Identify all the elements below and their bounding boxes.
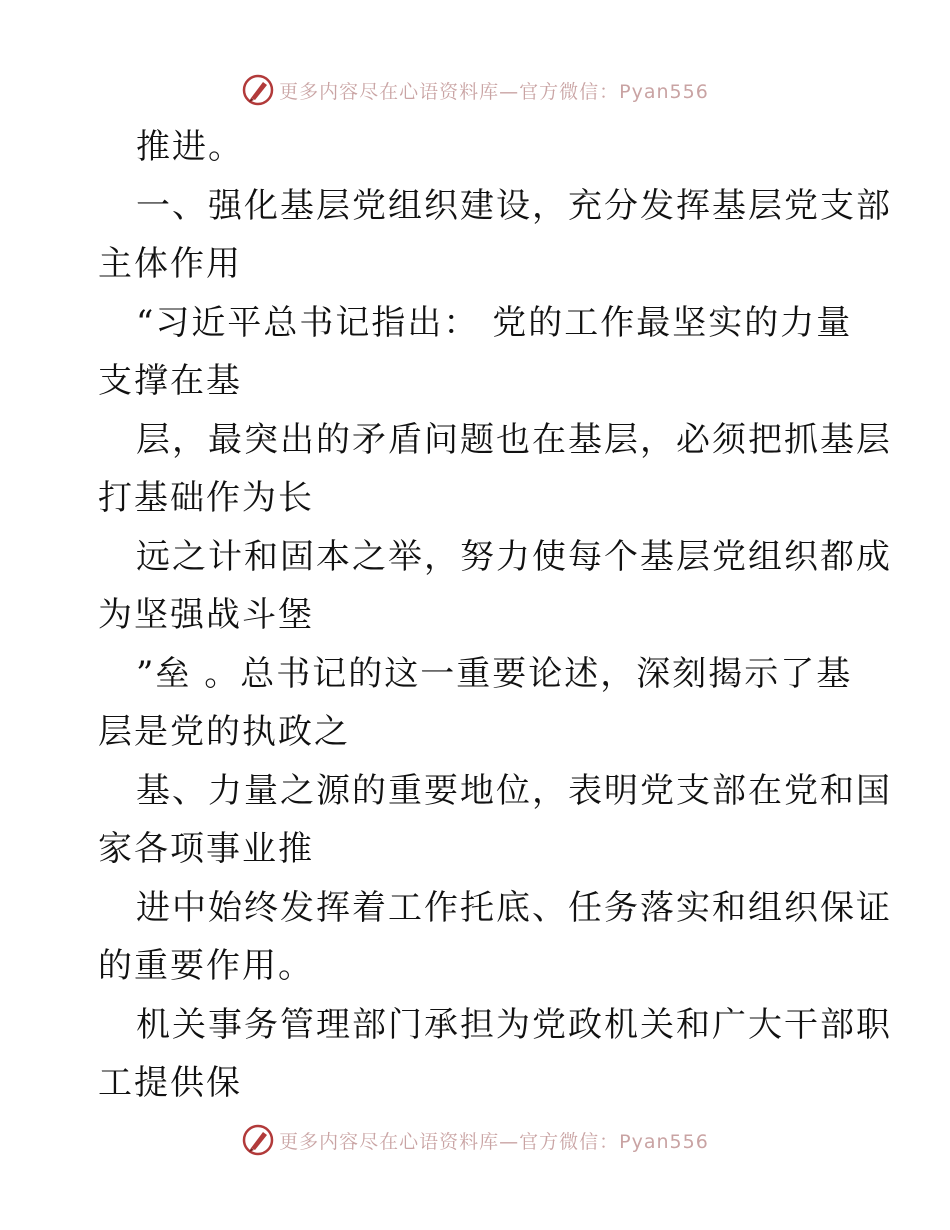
text-line: 打基础作为长	[98, 478, 314, 518]
text-line: 为坚强战斗堡	[98, 595, 314, 635]
text-line: 家各项事业推	[98, 829, 314, 869]
banner-text: 更多内容尽在心语资料库—官方微信：Pyan556	[279, 1130, 709, 1153]
pen-nib-icon	[241, 73, 275, 107]
text-line: 主体作用	[98, 244, 242, 284]
header-banner	[0, 70, 950, 110]
text-line: ”垒 。总书记的这一重要论述，深刻揭示了基	[136, 653, 853, 694]
text-line: 远之计和固本之举，努力使每个基层党组织都成	[136, 536, 892, 577]
text-line: 支撑在基	[98, 361, 242, 401]
text-line: “习近平总书记指出： 党的工作最坚实的力量	[136, 302, 853, 343]
text-line: 层，最突出的矛盾问题也在基层，必须把抓基层	[136, 419, 892, 460]
text-line: 基、力量之源的重要地位，表明党支部在党和国	[136, 770, 892, 811]
banner-text: 更多内容尽在心语资料库—官方微信：Pyan556	[279, 80, 709, 103]
text-line: 进中始终发挥着工作托底、任务落实和组织保证	[136, 887, 892, 928]
text-line: 的重要作用。	[98, 946, 314, 986]
text-line: 工提供保	[98, 1063, 242, 1103]
document-body	[98, 118, 892, 1113]
text-line: 推进。	[136, 127, 244, 167]
text-line: 一、强化基层党组织建设，充分发挥基层党支部	[136, 185, 892, 226]
footer-banner	[0, 1120, 950, 1160]
text-line: 机关事务管理部门承担为党政机关和广大干部职	[136, 1004, 892, 1045]
pen-nib-icon	[241, 1123, 275, 1157]
text-line: 层是党的执政之	[98, 712, 350, 752]
